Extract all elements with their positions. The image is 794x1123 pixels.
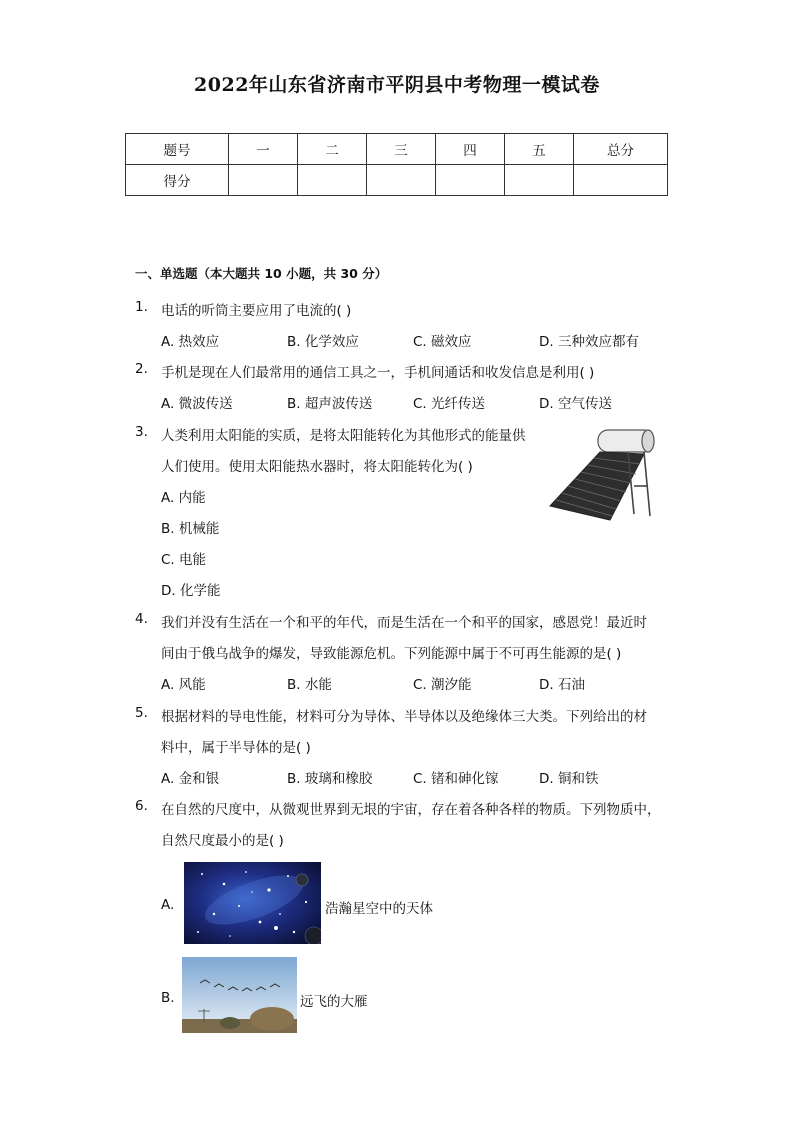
image-label: 浩瀚星空中的天体: [325, 901, 433, 917]
starry-sky-image: [184, 862, 321, 944]
exam-title: 2022年山东省济南市平阴县中考物理一模试卷: [194, 74, 600, 96]
image-label: 远飞的大雁: [300, 994, 368, 1010]
header-cell: 五: [505, 134, 574, 165]
option-c: C. 电能: [161, 552, 207, 568]
score-cell: [367, 165, 436, 196]
score-cell: [298, 165, 367, 196]
option-a: A. 内能: [161, 490, 206, 506]
header-cell: 题号: [126, 134, 229, 165]
score-table-header-row: [126, 134, 668, 165]
question-text: 根据材料的导电性能，材料可分为导体、半导体以及绝缘体三大类。下列给出的材: [161, 709, 647, 725]
section-heading: 一、单选题（本大题共 10 小题，共 30 分）: [135, 266, 388, 281]
score-cell: [574, 165, 668, 196]
question-text: 料中，属于半导体的是( ): [161, 740, 311, 756]
option-d: D. 空气传送: [539, 396, 612, 412]
option-d: D. 石油: [539, 677, 585, 693]
question-number: 1.: [135, 299, 148, 315]
score-cell: [505, 165, 574, 196]
option-a: A. 金和银: [161, 771, 220, 787]
score-table: [125, 133, 668, 196]
option-d: D. 化学能: [161, 583, 221, 599]
question-number: 6.: [135, 798, 148, 814]
option-b: B. 机械能: [161, 521, 220, 537]
header-cell: 三: [367, 134, 436, 165]
header-cell: 四: [436, 134, 505, 165]
option-b: B.: [161, 990, 175, 1006]
option-a: A. 微波传送: [161, 396, 233, 412]
question-text: 在自然的尺度中，从微观世界到无垠的宇宙，存在着各种各样的物质。下列物质中，: [161, 802, 661, 818]
option-b: B. 超声波传送: [287, 396, 373, 412]
header-cell: 二: [298, 134, 367, 165]
row-label: 得分: [126, 165, 229, 196]
option-b: B. 水能: [287, 677, 332, 693]
score-cell: [229, 165, 298, 196]
option-d: D. 铜和铁: [539, 771, 599, 787]
question-text: 间由于俄乌战争的爆发，导致能源危机。下列能源中属于不可再生能源的是( ): [161, 646, 622, 662]
question-number: 3.: [135, 424, 148, 440]
option-c: C. 光纤传送: [413, 396, 486, 412]
question-number: 2.: [135, 361, 148, 377]
solar-water-heater-image: [548, 426, 658, 522]
question-text: 电话的听筒主要应用了电流的( ): [161, 303, 352, 319]
header-cell: 一: [229, 134, 298, 165]
question-number: 4.: [135, 611, 148, 627]
question-text: 自然尺度最小的是( ): [161, 833, 284, 849]
question-text: 人类利用太阳能的实质，是将太阳能转化为其他形式的能量供: [161, 428, 526, 444]
flying-geese-image: [182, 957, 297, 1033]
score-table-score-row: [126, 165, 668, 196]
option-a: A. 热效应: [161, 334, 220, 350]
option-a: A.: [161, 897, 175, 913]
option-a: A. 风能: [161, 677, 206, 693]
option-b: B. 化学效应: [287, 334, 359, 350]
option-b: B. 玻璃和橡胶: [287, 771, 373, 787]
question-text: 我们并没有生活在一个和平的年代，而是生活在一个和平的国家，感恩党！最近时: [161, 615, 647, 631]
score-cell: [436, 165, 505, 196]
question-text: 手机是现在人们最常用的通信工具之一，手机间通话和收发信息是利用( ): [161, 365, 595, 381]
header-cell: 总分: [574, 134, 668, 165]
option-c: C. 磁效应: [413, 334, 472, 350]
option-d: D. 三种效应都有: [539, 334, 639, 350]
question-text: 人们使用。使用太阳能热水器时，将太阳能转化为( ): [161, 459, 473, 475]
option-c: C. 锗和砷化镓: [413, 771, 499, 787]
question-number: 5.: [135, 705, 148, 721]
option-c: C. 潮汐能: [413, 677, 472, 693]
